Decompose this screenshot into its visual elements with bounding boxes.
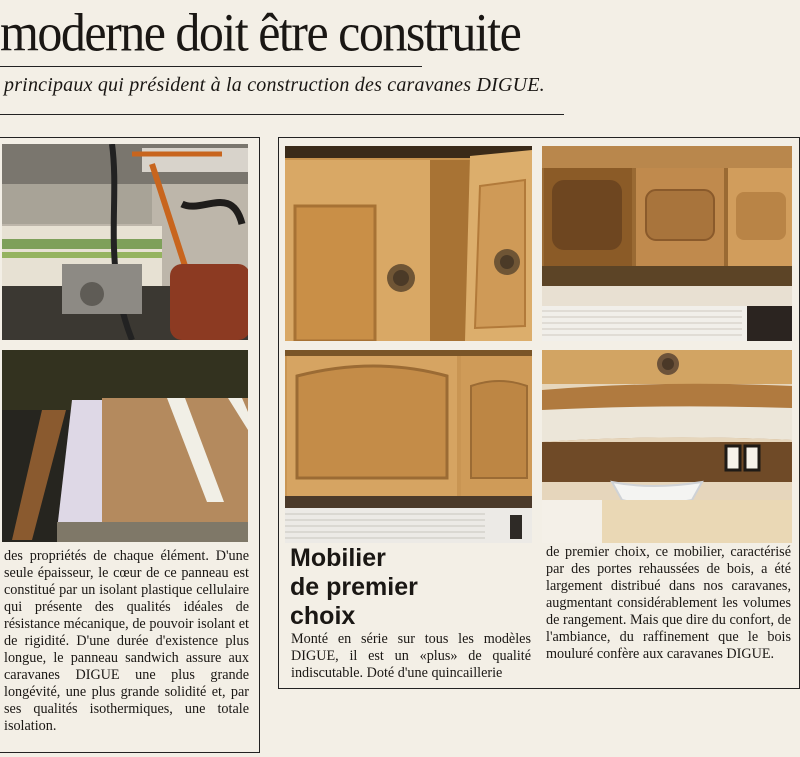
cabinet-doors-illustration xyxy=(285,146,532,341)
sandwich-panel-illustration xyxy=(2,350,248,542)
page-title: moderne doit être construite xyxy=(0,1,521,63)
subtitle-rule xyxy=(0,114,564,115)
light-fixture-illustration xyxy=(542,350,792,543)
section-heading-line-3: choix xyxy=(290,602,356,630)
photo-factory-press xyxy=(2,144,248,340)
page-subtitle: principaux qui président à la construction des caravanes DIGUE. xyxy=(4,74,545,96)
photo-sandwich-panel xyxy=(2,350,248,542)
photo-cabinet-doors xyxy=(285,146,532,341)
title-rule xyxy=(0,66,422,67)
section-heading-line-1: Mobilier xyxy=(290,544,386,572)
upper-cabinets-illustration xyxy=(542,146,792,341)
section-text-column-2: de premier choix, ce mobilier, caractérisé par des portes rehaussées de bois, a été largement distribué dans nos caravanes, augmentant considérablement les volumes de rangement. Mais que dire du confort, de l'ambiance, du raffinement que le bois mouluré confère aux caravanes DIGUE. xyxy=(546,544,791,663)
section-text-column-1: Monté en série sur tous les modèles DIGUE, il est un «plus» de qualité indiscutable. Doté d'une quincaillerie xyxy=(291,631,531,682)
photo-light-fixture xyxy=(542,350,792,543)
factory-press-illustration xyxy=(2,144,248,340)
photo-upper-cabinets xyxy=(542,146,792,341)
photo-moulded-cabinet xyxy=(285,350,532,543)
section-heading-line-2: de premier xyxy=(290,573,418,601)
moulded-cabinet-illustration xyxy=(285,350,532,543)
left-column-text: des propriétés de chaque élément. D'une seule épaisseur, le cœur de ce panneau est constitué par un isolant plastique cellulaire qui présente des qualités idéales de résistance mécanique, de pouvoir isolant et de rigidité. D'une durée d'existence plus longue, le panneau sandwich assure aux caravanes DIGUE une plus grande longévité, une plus grande solidité et, par ses qualités isothermiques, une totale isolation. xyxy=(4,548,249,735)
